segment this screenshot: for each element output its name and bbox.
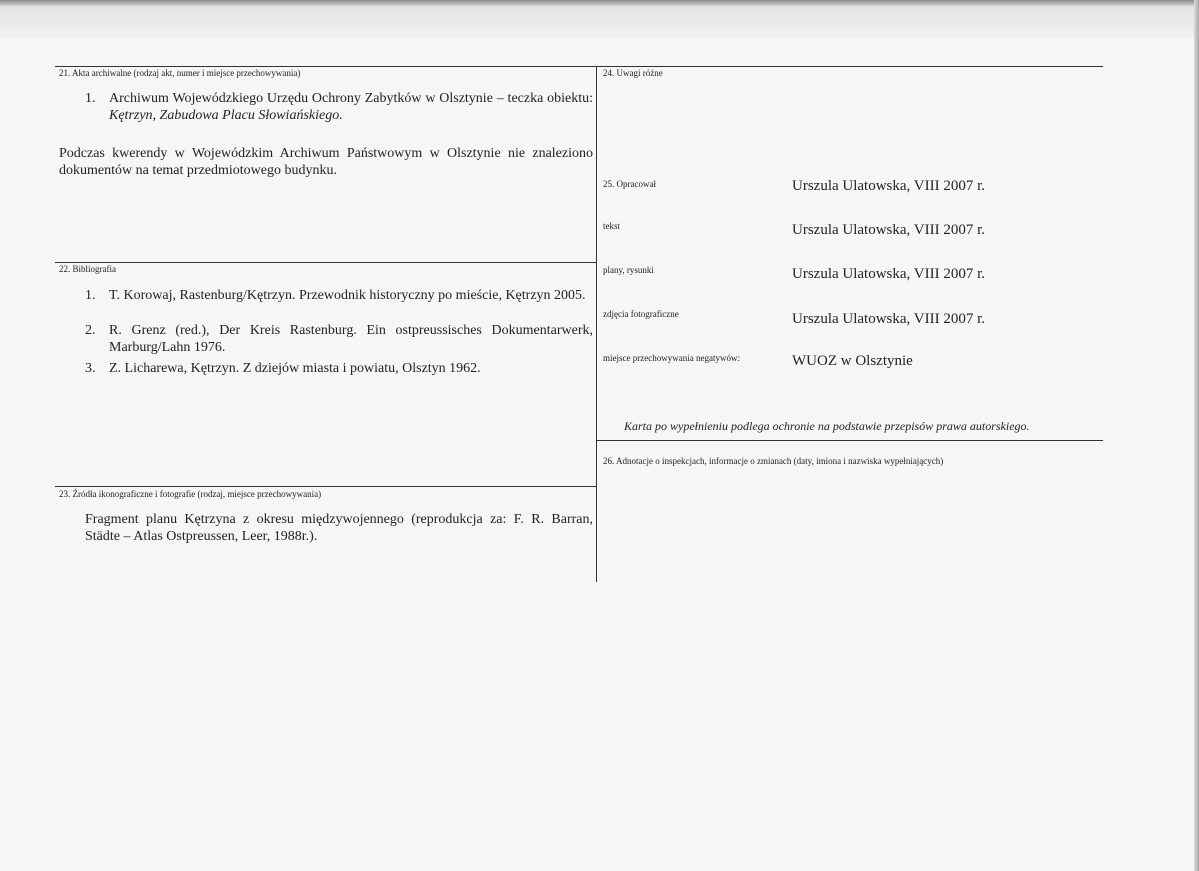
copyright-note: Karta po wypełnieniu podlega ochronie na podstawie przepisów prawa autorskiego. bbox=[624, 419, 1030, 433]
archive-item-1-text: Archiwum Wojewódzkiego Urzędu Ochrony Zabytków w Olsztynie – teczka obiektu: bbox=[109, 91, 593, 106]
bibliography-item-1 bbox=[85, 287, 593, 321]
photos-author-value: Urszula Ulatowska, VIII 2007 r. bbox=[792, 311, 986, 327]
drawings-author-label: plany, rysunki bbox=[603, 265, 654, 275]
section-24-heading: 24. Uwagi różne bbox=[603, 68, 663, 78]
bibliography-item-3-text: Z. Licharewa, Kętrzyn. Z dziejów miasta i powiatu, Olsztyn 1962. bbox=[109, 361, 481, 376]
section-25-label: 25. Opracował bbox=[603, 179, 656, 189]
bibliography-item-3 bbox=[85, 360, 593, 377]
bibliography-item-1-number: 1. bbox=[85, 288, 96, 303]
archive-item-1 bbox=[85, 90, 593, 126]
column-divider bbox=[596, 66, 597, 582]
negatives-location-label: miejsce przechowywania negatywów: bbox=[603, 353, 740, 363]
section-21-paragraph: Podczas kwerendy w Wojewódzkim Archiwum Państwowym w Olsztynie nie znaleziono dokumentów na temat przedmiotowego budynku. bbox=[59, 146, 593, 178]
archive-item-1-text-block bbox=[109, 90, 593, 124]
negatives-location-value: WUOZ w Olsztynie bbox=[792, 353, 913, 369]
rule-23 bbox=[55, 486, 596, 487]
section-21-heading: 21. Akta archiwalne (rodzaj akt, numer i miejsce przechowywania) bbox=[59, 68, 301, 78]
top-rule bbox=[55, 66, 1103, 67]
photos-author-label: zdjęcia fotograficzne bbox=[603, 309, 679, 319]
rule-22 bbox=[55, 262, 596, 263]
archive-item-1-italic: Kętrzyn, Zabudowa Placu Słowiańskiego. bbox=[109, 108, 343, 123]
text-author-label: tekst bbox=[603, 221, 620, 231]
drawings-author-value: Urszula Ulatowska, VIII 2007 r. bbox=[792, 266, 986, 282]
bibliography-item-2 bbox=[85, 322, 593, 356]
bibliography-item-1-text: T. Korowaj, Rastenburg/Kętrzyn. Przewodnik historyczny po mieście, Kętrzyn 2005. bbox=[109, 288, 586, 303]
section-26-heading: 26. Adnotacje o inspekcjach, informacje o zmianach (daty, imiona i nazwiska wypełniających) bbox=[603, 456, 944, 466]
text-author-value: Urszula Ulatowska, VIII 2007 r. bbox=[792, 222, 986, 238]
section-23-heading: 23. Źródła ikonograficzne i fotografie (rodzaj, miejsce przechowywania) bbox=[59, 489, 322, 499]
bibliography-item-2-text: R. Grenz (red.), Der Kreis Rastenburg. Ein ostpreussisches Dokumentarwerk, Marburg/Lahn 1976. bbox=[109, 323, 593, 355]
section-23-text: Fragment planu Kętrzyna z okresu międzywojennego (reprodukcja za: F. R. Barran, Städte – Atlas Ostpreussen, Leer, 1988r.). bbox=[85, 512, 593, 544]
section-25-value: Urszula Ulatowska, VIII 2007 r. bbox=[792, 178, 986, 194]
bibliography-item-2-number: 2. bbox=[85, 323, 96, 338]
rule-26 bbox=[597, 440, 1103, 441]
section-22-heading: 22. Bibliografia bbox=[59, 264, 116, 274]
scan-edge-right bbox=[1194, 0, 1199, 871]
archive-item-1-number: 1. bbox=[85, 91, 96, 106]
scan-shadow-band bbox=[0, 6, 1199, 38]
bibliography-item-3-number: 3. bbox=[85, 361, 96, 376]
